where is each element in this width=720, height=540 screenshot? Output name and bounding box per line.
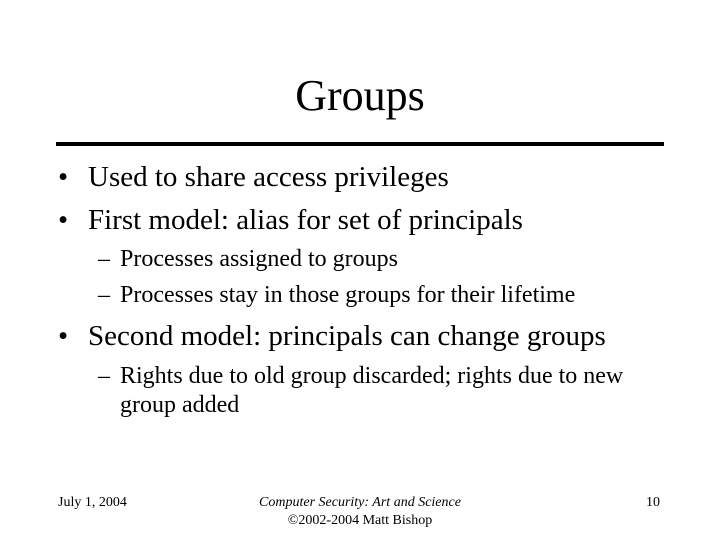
footer-center xyxy=(210,494,510,530)
footer-date: July 1, 2004 xyxy=(58,495,127,510)
bullet-mark: • xyxy=(58,161,69,193)
bullet-item xyxy=(58,203,523,237)
footer-book-title: Computer Security: Art and Science xyxy=(259,495,461,510)
sub-bullet-text: Processes stay in those groups for their lifetime xyxy=(120,282,576,308)
footer-page-number: 10 xyxy=(646,495,660,510)
title-divider xyxy=(56,142,664,146)
bullet-mark: • xyxy=(58,320,69,352)
sub-bullet-item xyxy=(98,362,668,420)
bullet-item xyxy=(58,319,606,353)
slide-title: Groups xyxy=(295,71,425,120)
sub-bullet-item xyxy=(98,245,398,274)
bullet-item xyxy=(58,160,449,194)
bullet-text: First model: alias for set of principals xyxy=(88,204,523,236)
footer-copyright: ©2002-2004 Matt Bishop xyxy=(287,513,433,528)
sub-bullet-text: Processes assigned to groups xyxy=(120,246,398,272)
sub-bullet-item xyxy=(98,281,575,310)
bullet-mark: • xyxy=(58,204,69,236)
sub-bullet-mark: – xyxy=(98,282,110,308)
sub-bullet-text: Rights due to old group discarded; rights due to new group added xyxy=(120,363,624,418)
sub-bullet-mark: – xyxy=(98,363,110,389)
bullet-text: Second model: principals can change groups xyxy=(88,320,606,352)
bullet-text: Used to share access privileges xyxy=(88,161,449,193)
sub-bullet-mark: – xyxy=(98,246,110,272)
